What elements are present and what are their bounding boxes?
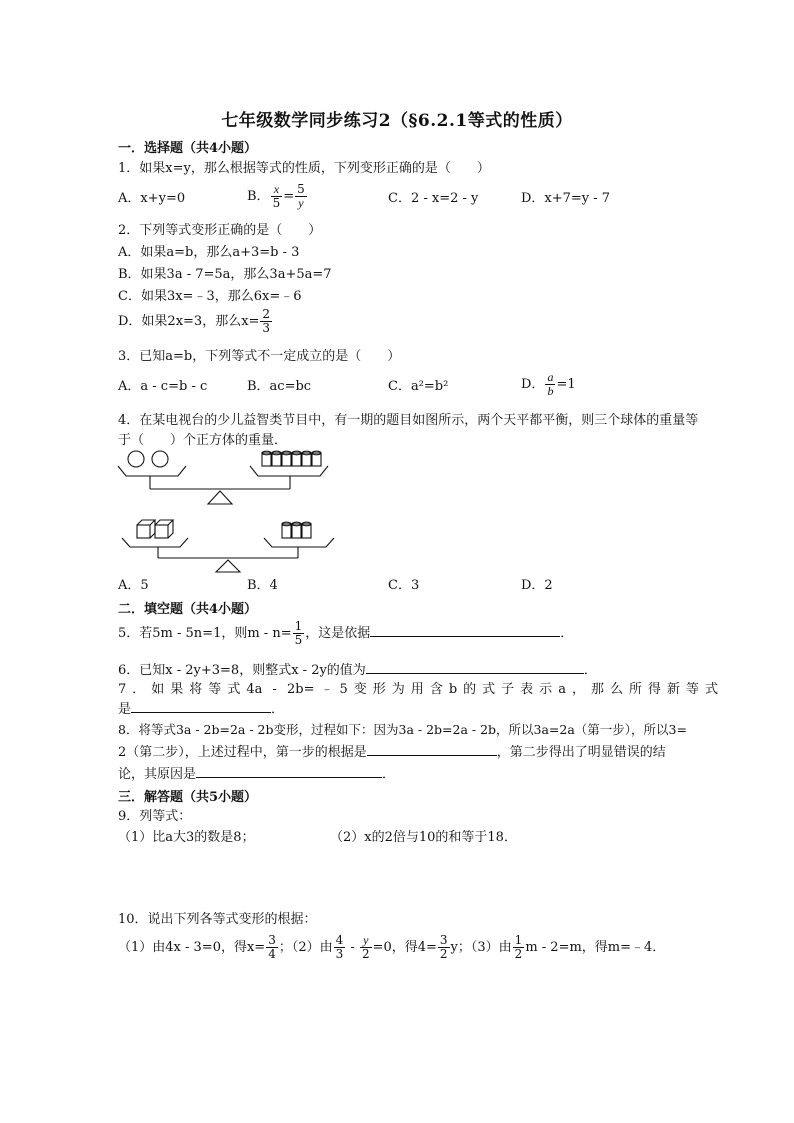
q4-option-a: A．5	[118, 578, 149, 593]
q8-answer-blank-1[interactable]	[367, 743, 497, 756]
q1-option-b	[247, 183, 308, 210]
q8-line1: 8．将等式3a - 2b=2a - 2b变形，过程如下：因为3a - 2b=2a - 2b，所以3a=2a（第一步），所以3=	[118, 722, 687, 737]
q8-answer-blank-2[interactable]	[196, 765, 382, 778]
q10-p2-mid: -	[346, 940, 359, 955]
q3-stem: 3．已知a=b，下列等式不一定成立的是（ ）	[118, 349, 401, 364]
balance-scale-top-figure	[114, 450, 344, 510]
q9-part2: （2）x的2倍与10的和等于18．	[330, 830, 517, 845]
q6-end: ．	[583, 663, 597, 678]
q10-p2-num1: 4	[335, 933, 344, 947]
q1-b-den2: y	[298, 196, 304, 210]
q4-option-d: D．2	[521, 578, 553, 593]
q2-option-a: A．如果a=b，那么a+3=b - 3	[118, 245, 300, 260]
q10-p2-fraction-3	[438, 934, 450, 961]
q5-line	[118, 620, 573, 647]
q10-p3-num: 1	[514, 933, 523, 947]
q1-option-b-fraction-left	[271, 183, 283, 210]
right-pan	[250, 466, 328, 476]
q10-p2-fraction-1	[334, 934, 346, 961]
q8-end: ．	[382, 767, 396, 782]
q3-option-a: A．a - c=b - c	[118, 379, 208, 394]
q7-prefix: 是	[118, 702, 132, 717]
q1-b-eq: =	[283, 189, 295, 204]
q10-p2-suffix: y；（3）由	[450, 940, 512, 955]
q2-d-num: 2	[262, 307, 271, 321]
right-pan	[264, 538, 334, 547]
section-choice-heading: 一．选择题（共4小题）	[118, 141, 258, 156]
q7-answer-blank[interactable]	[131, 700, 271, 713]
q5-end: ．	[560, 626, 574, 641]
q5-fraction	[293, 620, 305, 647]
q1-b-num2: 5	[297, 182, 305, 196]
left-pan	[118, 466, 186, 476]
section-solve-heading: 三．解答题（共5小题）	[118, 790, 258, 805]
q10-p2-mid2: =0，得4=	[372, 940, 437, 955]
q6-line	[118, 661, 597, 680]
q6-prefix: 6．已知x - 2y+3=8，则整式x - 2y的值为	[118, 663, 366, 678]
q1-option-b-label: B．	[247, 189, 270, 204]
q5-num: 1	[294, 619, 303, 633]
q2-stem: 2．下列等式变形正确的是（ ）	[118, 223, 322, 238]
q9-stem: 9．列等式：	[118, 809, 192, 824]
q10-p2-prefix: ；（2）由	[278, 940, 333, 955]
q5-answer-blank[interactable]	[370, 624, 560, 637]
q2-option-d	[118, 308, 273, 335]
q9-part1: （1）比a大3的数是8；	[118, 830, 255, 845]
q3-option-b: B．ac=bc	[247, 379, 312, 394]
q8-line2-suffix: ，第二步得出了明显错误的结	[496, 745, 666, 760]
q10-p2-den1: 3	[335, 947, 344, 961]
q6-answer-blank[interactable]	[366, 661, 584, 674]
fulcrum	[208, 491, 232, 504]
q10-p1-num: 3	[268, 933, 276, 947]
q10-parts	[118, 934, 665, 961]
q8-line3-prefix: 论，其原因是	[118, 767, 197, 782]
q3-d-suffix: =1	[556, 377, 576, 392]
q3-option-d-fraction	[545, 371, 555, 398]
q3-d-den: b	[547, 384, 554, 398]
q3-option-c: C．a²=b²	[388, 379, 449, 394]
q10-p2-den3: 2	[439, 947, 448, 961]
q1-b-den1: 5	[272, 196, 281, 210]
cylinder-triple-icon	[282, 522, 311, 538]
q7-line2	[118, 700, 284, 719]
q3-d-num: a	[547, 370, 554, 384]
q2-option-d-fraction	[260, 308, 272, 335]
q5-suffix: ，这是依据	[305, 626, 371, 641]
q1-option-a: A．x+y=0	[118, 191, 186, 206]
q4-option-b: B．4	[247, 578, 278, 593]
q10-stem: 10．说出下列各等式变形的根据：	[118, 912, 317, 927]
q8-line2	[118, 743, 666, 762]
q2-option-c: C．如果3x=﹣3，那么6x=﹣6	[118, 289, 302, 304]
ball-2-icon	[152, 451, 168, 467]
q7-line1: 7．如果将等式4a - 2b=﹣5变形为用含b的式子表示a，那么所得新等式	[118, 682, 718, 697]
balance-scale-bottom-figure	[114, 516, 344, 576]
section-fill-heading: 二．填空题（共4小题）	[118, 602, 258, 617]
q1-option-b-fraction-right	[295, 183, 307, 210]
q2-option-d-text: D．如果2x=3，那么x=	[118, 314, 260, 329]
q4-option-c: C．3	[388, 578, 420, 593]
q7-end: ．	[271, 702, 285, 717]
q10-p1-prefix: （1）由4x - 3=0，得x=	[118, 940, 266, 955]
ball-1-icon	[128, 451, 144, 467]
q10-p2-num2: y	[360, 934, 372, 948]
left-pan	[122, 538, 188, 547]
q10-p3-den: 2	[514, 947, 523, 961]
q8-line2-prefix: 2（第二步），上述过程中，第一步的根据是	[118, 745, 367, 760]
cube-1-icon	[137, 520, 155, 538]
q3-option-d-label: D．	[521, 377, 545, 392]
q5-den: 5	[294, 633, 303, 647]
q2-d-den: 3	[262, 321, 271, 335]
q4-stem-line2: 于（ ）个正方体的重量．	[118, 433, 288, 448]
q1-option-d: D．x+7=y - 7	[521, 191, 611, 206]
q8-line3	[118, 765, 395, 784]
q10-p3-fraction	[513, 934, 525, 961]
page-title: 七年级数学同步练习2（§6.2.1等式的性质）	[221, 111, 573, 131]
q10-p2-fraction-2	[360, 934, 372, 961]
q5-prefix: 5．若5m - 5n=1，则m - n=	[118, 626, 292, 641]
q3-option-d	[521, 371, 576, 398]
fulcrum	[216, 560, 240, 572]
q10-p2-den2: 2	[361, 947, 370, 961]
q10-p1-den: 4	[268, 947, 276, 961]
q1-option-c: C．2 - x=2 - y	[388, 191, 479, 206]
q2-option-b: B．如果3a - 7=5a，那么3a+5a=7	[118, 267, 332, 282]
cube-2-icon	[155, 520, 173, 538]
q10-p2-num3: 3	[439, 933, 448, 947]
cylinder-group-icon	[262, 451, 321, 466]
q1-b-num1: x	[271, 183, 283, 197]
q1-stem: 1．如果x=y，那么根据等式的性质，下列变形正确的是（ ）	[118, 161, 490, 176]
q10-p1-fraction	[266, 934, 278, 961]
q4-stem-line1: 4．在某电视台的少儿益智类节目中，有一期的题目如图所示，两个天平都平衡，则三个球体的重量等	[118, 413, 699, 428]
q10-p3-suffix: m - 2=m，得m=﹣4．	[525, 940, 666, 955]
